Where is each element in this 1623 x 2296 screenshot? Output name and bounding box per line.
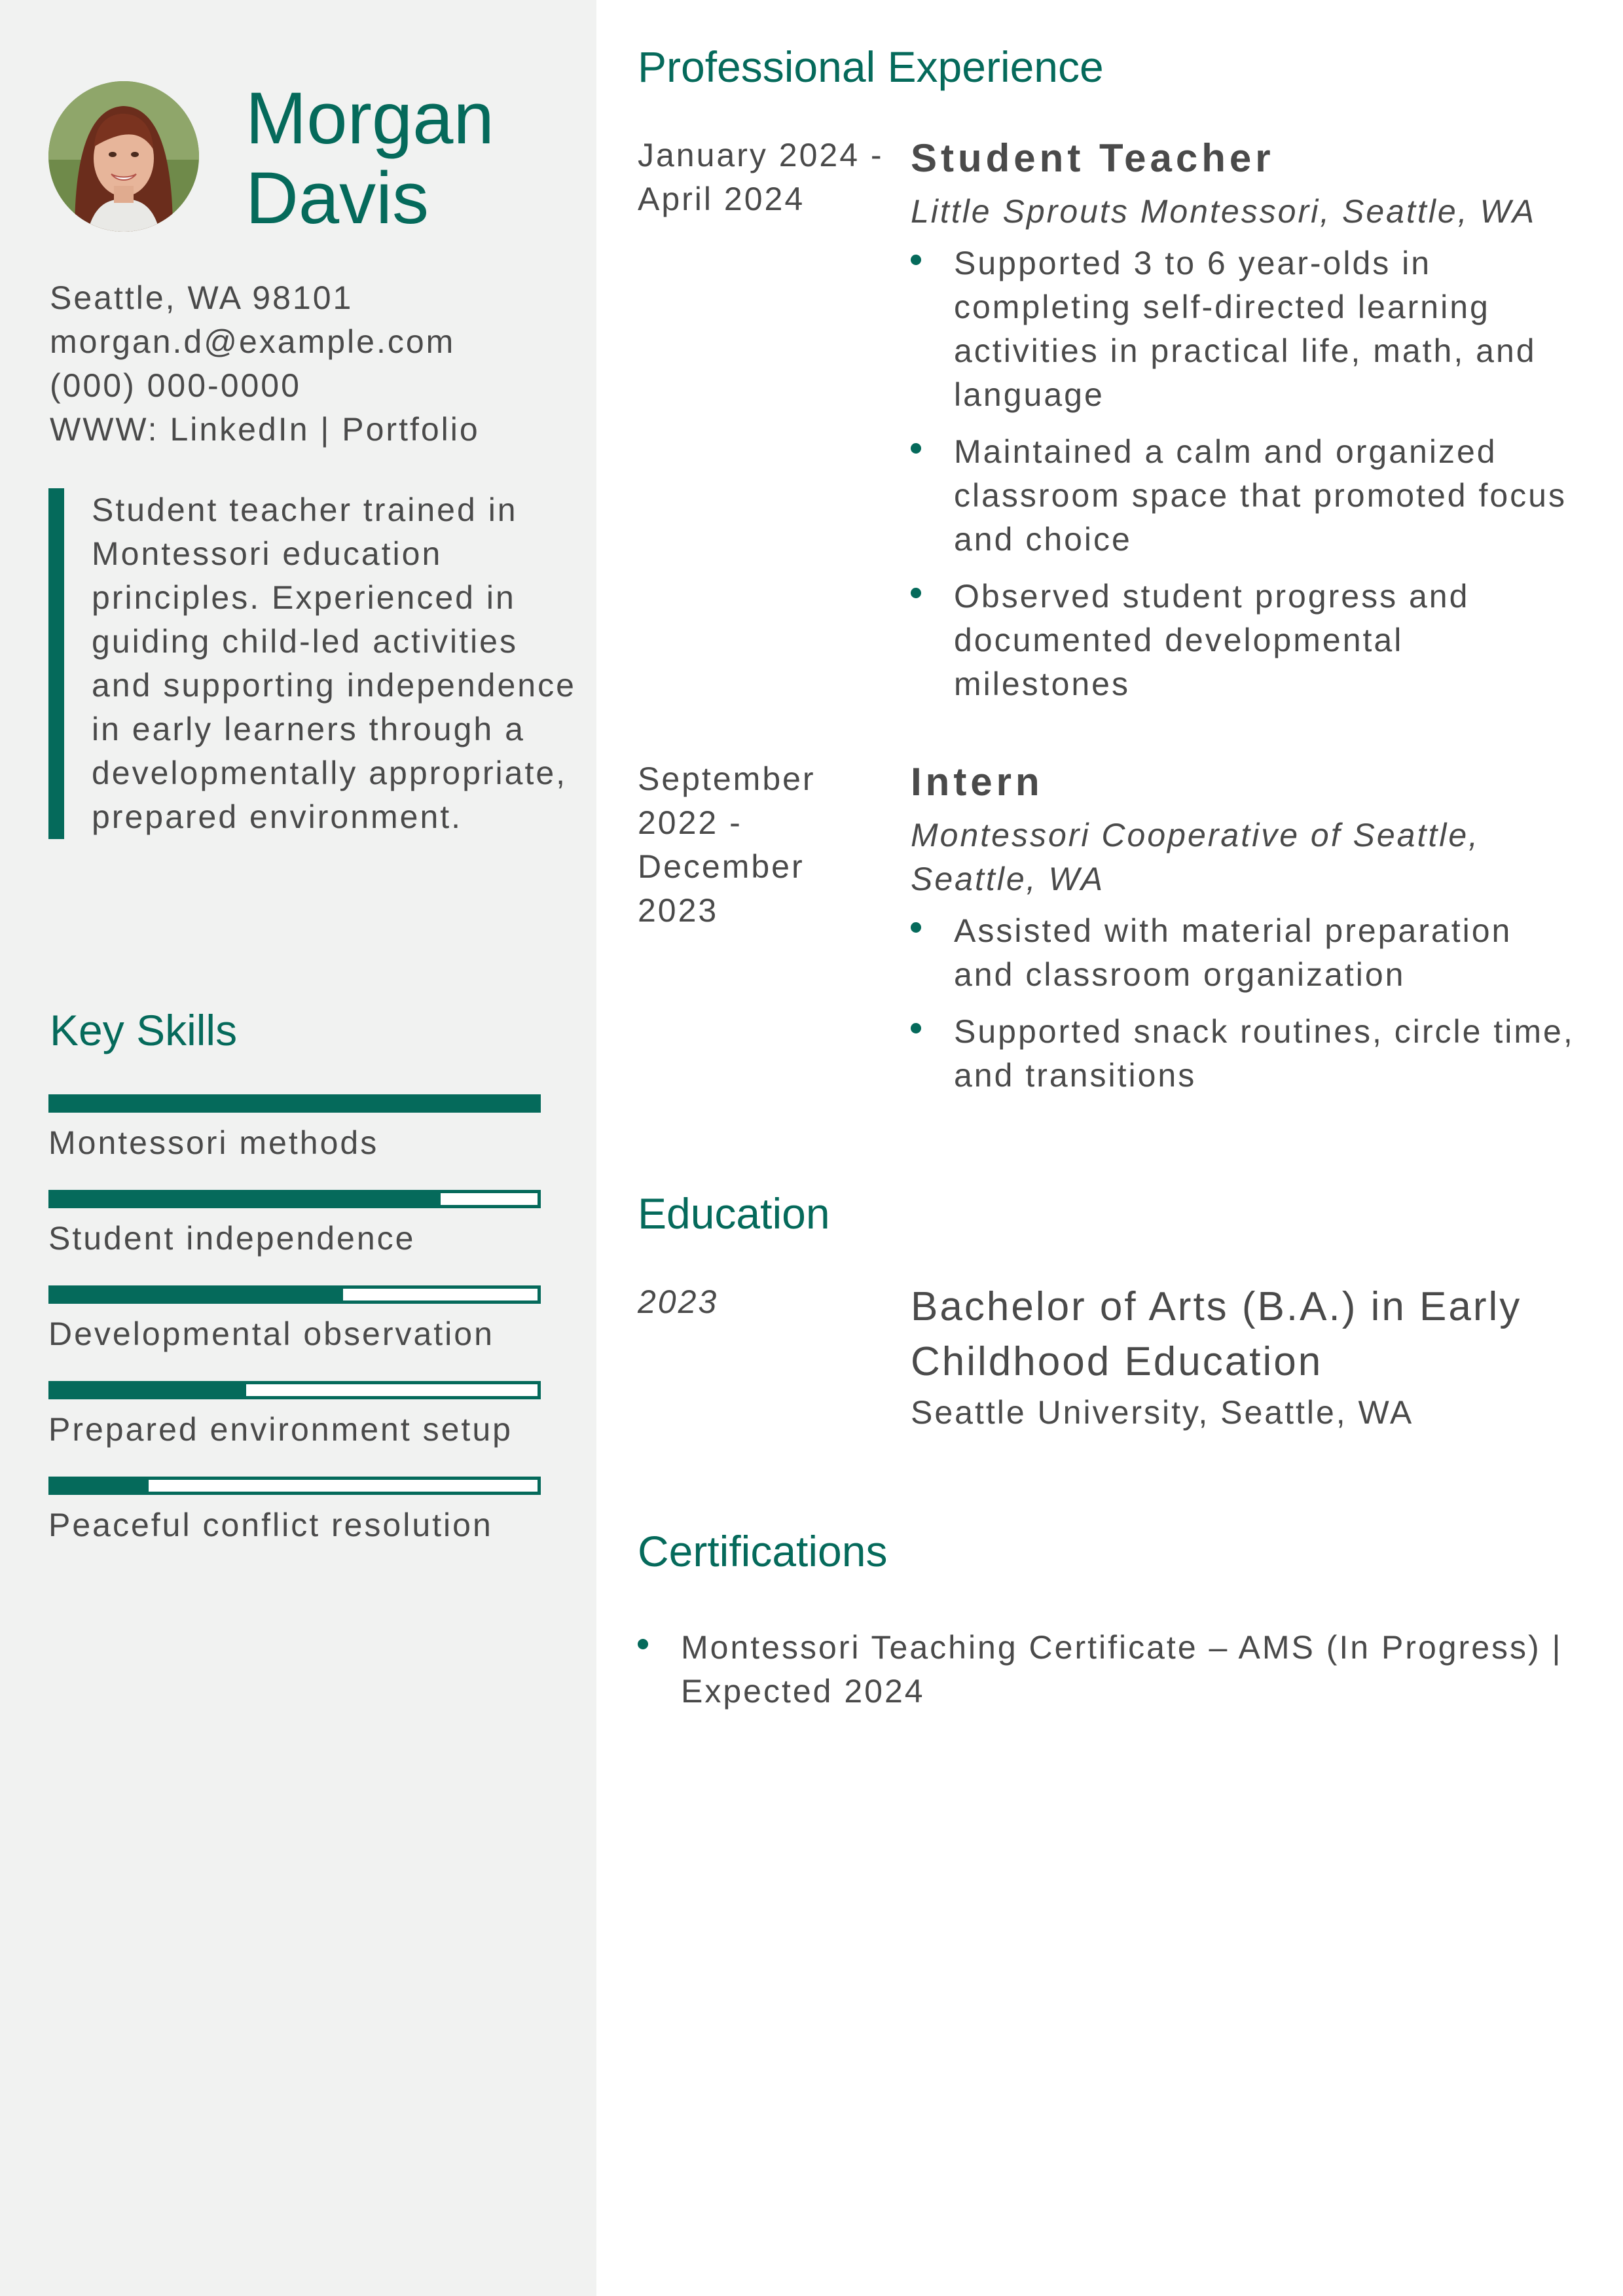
phone: (000) 000-0000 <box>50 367 301 404</box>
education-year: 2023 <box>638 1283 719 1320</box>
list-item <box>911 1010 1580 1098</box>
skill-label: Montessori methods <box>48 1124 379 1161</box>
skill-label: Student independence <box>48 1220 416 1257</box>
certification-text: Montessori Teaching Certificate – AMS (In Progress) | Expected 2024 <box>681 1629 1563 1710</box>
skill-bar-fill <box>52 1289 343 1300</box>
job-details <box>911 757 1580 1111</box>
list-item <box>638 1626 1580 1713</box>
web-links[interactable]: WWW: LinkedIn | Portfolio <box>50 411 480 448</box>
bullet-text: Supported 3 to 6 year-olds in completing self-directed learning activities in practical life, math, and language <box>954 245 1537 413</box>
candidate-name <box>246 79 586 238</box>
last-name: Davis <box>246 157 429 239</box>
list-item <box>911 575 1580 706</box>
skill-item <box>48 1094 541 1190</box>
education-title: Education <box>638 1189 830 1238</box>
skill-bar <box>48 1477 541 1495</box>
bullet-text: Maintained a calm and organized classroom space that promoted focus and choice <box>954 433 1567 558</box>
skill-item <box>48 1285 541 1381</box>
skill-label: Peaceful conflict resolution <box>48 1507 493 1543</box>
list-item <box>911 242 1580 417</box>
professional-summary: Student teacher trained in Montessori education principles. Experienced in guiding child-led activities and supporting independence in early learners through a developmentally appropriate, prepared environment. <box>48 488 576 839</box>
job-details <box>911 134 1580 719</box>
skill-bar-fill <box>52 1384 246 1396</box>
first-name: Morgan <box>246 77 494 159</box>
job-bullets <box>911 242 1580 706</box>
skill-label: Developmental observation <box>48 1316 494 1352</box>
education-details <box>911 1280 1580 1435</box>
address: Seattle, WA 98101 <box>50 279 354 316</box>
avatar <box>48 81 199 232</box>
skill-bar <box>48 1285 541 1304</box>
bullet-icon <box>911 922 921 933</box>
skill-bar-fill <box>52 1098 538 1109</box>
experience-title: Professional Experience <box>638 43 1104 91</box>
job-bullets <box>911 909 1580 1098</box>
bullet-icon <box>911 1023 921 1033</box>
skill-item <box>48 1381 541 1477</box>
degree: Bachelor of Arts (B.A.) in Early Childhood Education <box>911 1284 1522 1384</box>
certifications-list <box>638 1618 1580 1727</box>
certification-bullets <box>638 1626 1580 1713</box>
skill-bar <box>48 1094 541 1113</box>
job-title: Intern <box>911 760 1044 804</box>
email[interactable]: morgan.d@example.com <box>50 323 456 360</box>
list-item <box>911 909 1580 997</box>
skill-bar-fill <box>52 1193 441 1205</box>
skill-item <box>48 1190 541 1285</box>
job-organization: Little Sprouts Montessori, Seattle, WA <box>911 193 1537 230</box>
bullet-text: Observed student progress and documented developmental milestones <box>954 578 1470 702</box>
job-title: Student Teacher <box>911 136 1275 180</box>
skills-list <box>48 1094 541 1572</box>
contact-info <box>50 276 574 452</box>
bullet-text: Assisted with material preparation and classroom organization <box>954 912 1512 993</box>
skill-label: Prepared environment setup <box>48 1411 513 1448</box>
skills-title: Key Skills <box>50 1006 238 1054</box>
job-date: September 2022 - December 2023 <box>638 761 816 929</box>
skill-item <box>48 1477 541 1572</box>
job-date: January 2024 - April 2024 <box>638 137 884 217</box>
skill-bar <box>48 1381 541 1399</box>
skill-bar-fill <box>52 1480 149 1492</box>
job-organization: Montessori Cooperative of Seattle, Seattle, WA <box>911 817 1480 897</box>
bullet-icon <box>911 255 921 265</box>
school: Seattle University, Seattle, WA <box>911 1394 1414 1431</box>
list-item <box>911 430 1580 562</box>
profile-photo-icon <box>48 81 199 232</box>
bullet-icon <box>911 588 921 598</box>
sidebar <box>0 0 596 2296</box>
certifications-title: Certifications <box>638 1527 888 1575</box>
bullet-text: Supported snack routines, circle time, and transitions <box>954 1013 1575 1094</box>
bullet-icon <box>911 443 921 454</box>
skill-bar <box>48 1190 541 1208</box>
bullet-icon <box>638 1639 648 1649</box>
